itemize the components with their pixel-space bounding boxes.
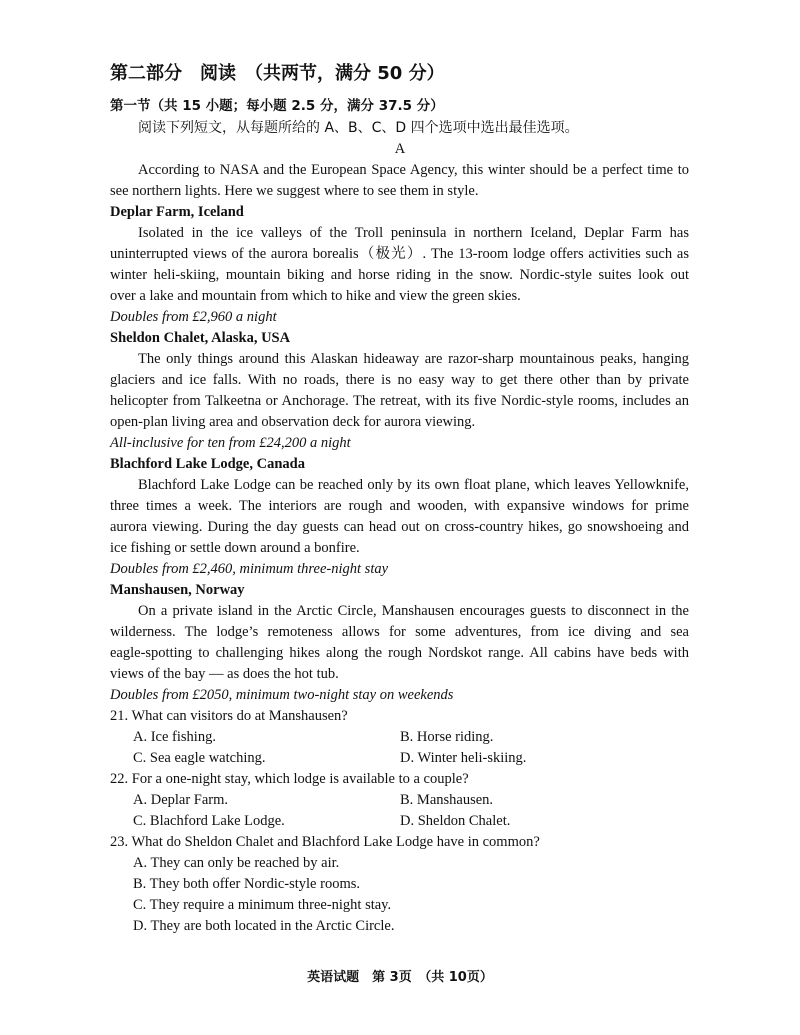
answer-option: A. They can only be reached by air.	[133, 855, 340, 871]
page-footer: 英语试题 第 3页 （共 10页）	[307, 970, 493, 985]
lodge-text-line: On a private island in the Arctic Circle, Manshausen encourages guests to disconnect in the	[138, 603, 689, 619]
instruction: 阅读下列短文，从每题所给的 A、B、C、D 四个选项中选出最佳选项。	[138, 120, 579, 136]
lodge-text-line: over a lake and mountain from which to hike and view the green skies.	[110, 288, 521, 304]
answer-option: B. Manshausen.	[400, 792, 494, 808]
intro-line: According to NASA and the European Space Agency, this winter should be a perfect time to	[138, 162, 689, 178]
answer-option: B. They both offer Nordic-style rooms.	[133, 876, 360, 892]
lodge-price: All-inclusive for ten from £24,200 a night	[110, 435, 351, 451]
answer-option: B. Horse riding.	[400, 729, 494, 745]
answer-option: A. Ice fishing.	[133, 729, 216, 745]
answer-option: A. Deplar Farm.	[133, 792, 229, 808]
lodge-text-line: uninterrupted views of the aurora borealis（极光）. The 13-room lodge offers activities such as	[110, 246, 689, 262]
lodge-heading: Deplar Farm, Iceland	[110, 204, 244, 220]
lodge-text-line: open-plan living area and observation deck for aurora viewing.	[110, 414, 476, 430]
lodge-text-line: ice fishing or settle down around a bonfire.	[110, 540, 360, 556]
lodge-text-line: The only things around this Alaskan hideaway are razor-sharp mountainous peaks, hanging	[138, 351, 689, 367]
lodge-heading: Manshausen, Norway	[110, 582, 245, 598]
lodge-text-line: helicopter from Talkeetna or Anchorage. The retreat, with its five Nordic-style rooms, includes an	[110, 393, 689, 409]
answer-option: D. Winter heli-skiing.	[400, 750, 527, 766]
answer-option: C. Sea eagle watching.	[133, 750, 266, 766]
lodge-text-line: three times a week. The interiors are rough and wooden, with expansive windows for prime	[110, 498, 689, 514]
lodge-heading: Blachford Lake Lodge, Canada	[110, 456, 305, 472]
answer-option: C. Blachford Lake Lodge.	[133, 813, 285, 829]
lodge-text-line: eagle-spotting to challenging hikes along the rough Nordskot range. All cabins have beds with	[110, 645, 689, 661]
intro-line: see northern lights. Here we suggest where to see them in style.	[110, 183, 479, 199]
lodge-text-line: glaciers and ice falls. With no roads, there is no easy way to get there other than by private	[110, 372, 689, 388]
lodge-text-line: winter heli-skiing, mountain biking and horse riding in the snow. Nordic-style suites look out	[110, 267, 689, 283]
lodge-text-line: Isolated in the ice valleys of the Troll peninsula in northern Iceland, Deplar Farm has	[138, 225, 689, 241]
lodge-price: Doubles from £2,960 a night	[110, 309, 277, 325]
lodge-price: Doubles from £2050, minimum two-night stay on weekends	[110, 687, 454, 703]
lodge-text-line: views of the bay — as does the hot tub.	[110, 666, 339, 682]
lodge-text-line: Blachford Lake Lodge can be reached only by its own float plane, which leaves Yellowknife,	[138, 477, 689, 493]
lodge-text-line: wilderness. The lodge’s remoteness allows for some adventures, from ice diving and sea	[110, 624, 689, 640]
lodge-heading: Sheldon Chalet, Alaska, USA	[110, 330, 291, 346]
answer-option: D. They are both located in the Arctic Circle.	[133, 918, 395, 934]
part-title: 第二部分 阅读 （共两节，满分 50 分）	[110, 63, 445, 84]
answer-option: C. They require a minimum three-night stay.	[133, 897, 392, 913]
lodge-text-line: aurora viewing. During the day guests can head out on cross-country hikes, go snowshoeing and	[110, 519, 689, 535]
answer-option: D. Sheldon Chalet.	[400, 813, 511, 829]
question-stem: 23. What do Sheldon Chalet and Blachford Lake Lodge have in common?	[110, 834, 540, 850]
question-stem: 21. What can visitors do at Manshausen?	[110, 708, 348, 724]
passage-label: A	[394, 141, 406, 157]
section-title: 第一节（共 15 小题；每小题 2.5 分，满分 37.5 分）	[110, 98, 444, 114]
lodge-price: Doubles from £2,460, minimum three-night stay	[110, 561, 389, 577]
question-stem: 22. For a one-night stay, which lodge is available to a couple?	[110, 771, 469, 787]
